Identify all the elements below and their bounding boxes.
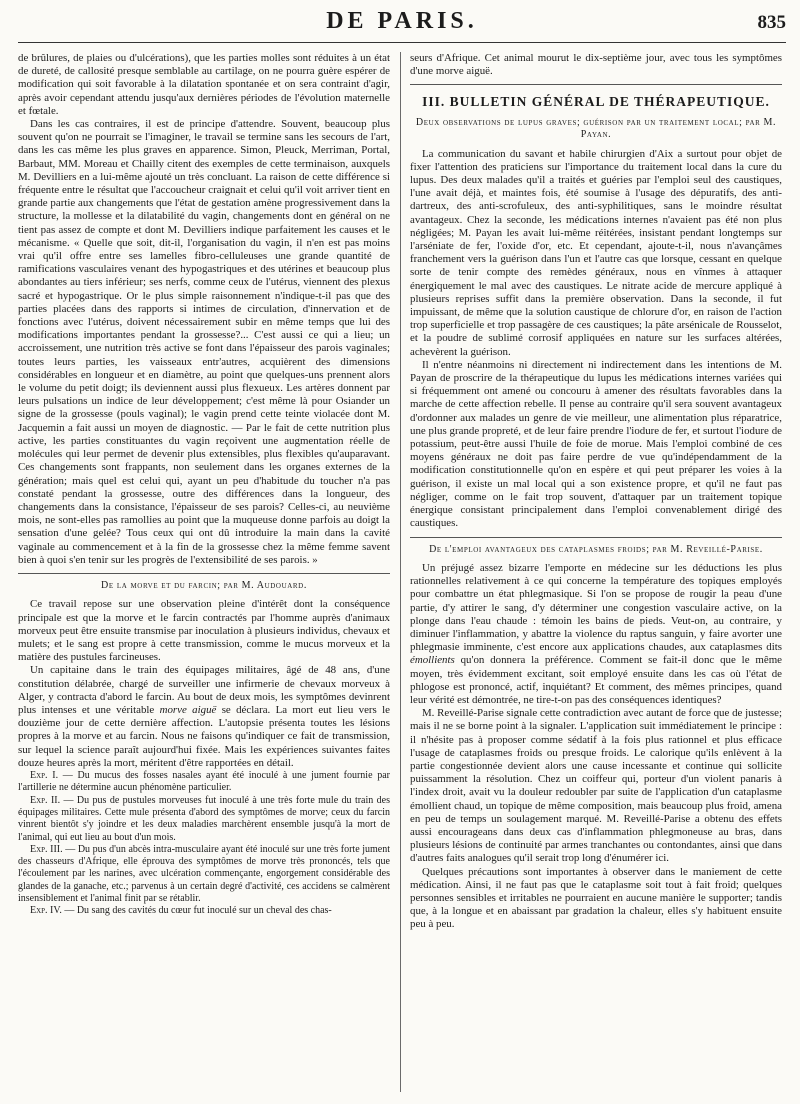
- section-heading: III. BULLETIN GÉNÉRAL DE THÉRAPEUTIQUE.: [422, 94, 770, 110]
- paragraph: [18, 664, 390, 770]
- paragraph: Quelques précautions sont importantes à observer dans le maniement de cette médication. Ainsi, il ne faut pas que le cataplasme soit tout à fait froid; quelques personnes sensibles et irritables ne pourraient en aucune manière le supporter; tandis que, à la longue et en abaissant par gradation la chaleur, elles s'y habituent ensuite peu à peu.: [410, 865, 782, 931]
- paragraph: [410, 562, 782, 707]
- text-run: se déclara. La mort eut lieu vers le douzième jour de cette dernière affection. L'autopsie présenta toutes les lésions propres à la morve et au farcin. Nous ne faisons qu'indiquer ce fait de transmission, sur lequel la science paraît aujourd'hui fixée. Mais les expériences suivantes faites douze heures après la mort, méritent d'être rapportées en détail.: [18, 704, 390, 769]
- experiment-note: [18, 844, 390, 905]
- experiment-note: [18, 795, 390, 844]
- experiment-label: Exp. IV.: [30, 905, 62, 917]
- text-run: — Du pus d'un abcès intra-musculaire ayant été inoculé sur une très forte jument des chasseurs d'Afrique, elle éprouva des symptômes de morve très prononcés, tels que l'écoulement par les narines, avec ulcération commençante, engorgement considérable des glandes de la ganache, etc.; parvenus à un certain degré d'activité, ces accidens se calmèrent insensiblement et l'animal finit par se rétablir.: [18, 843, 390, 905]
- right-column: [410, 52, 782, 1098]
- text-run: qu'on donnera la préférence. Comment se fait-il donc que le même moyen, très évidemment excitant, soit employé ensuite dans les cas où l'état de phlogose est prononcé, actif, inquiétant? Et comment, des mêmes principes, quand leur vérité est démontrée, ne tire-t-on pas des conséquences identiques?: [410, 654, 782, 707]
- experiment-label: Exp. II.: [30, 794, 61, 806]
- paragraph: seurs d'Afrique. Cet animal mourut le dix-septième jour, avec tous les symptômes d'une morve aiguë.: [410, 52, 782, 78]
- paragraph: Dans les cas contraires, il est de principe d'attendre. Souvent, beaucoup plus souvent qu'on ne pourrait se l'imaginer, le travail se termine sans les secours de l'art, dans les cas même les plus graves en apparence. Simon, Pleuck, Merriman, Portal, Barbaut, MM. Moreau et Chailly citent des exemples de cette terminaison, auxquels M. Devilliers en a lui-même ajouté un très concluant. La raison de cette différence si fréquente entre le résultat que l'accoucheur craignait et celui qu'il voit arriver tient en grande partie aux changements que l'état de gestation amène progressivement dans la structure, la mollesse et la dilatabilité du vagin, changements dont en général on ne tient pas assez de compte et dont M. Devilliers indique parfaitement les causes et le mécanisme. « Quelle que soit, dit-il, l'organisation du vagin, il n'en est pas moins vrai qu'il offre entre ses lamelles fibro-celluleuses une grande quantité de ramifications vasculaires venant des hypogastriques et des utérines et beaucoup plus abondantes au tiers inférieur; ses nerfs, comme ceux de l'utérus, viennent des plexus sacré et hypogastrique. Or le plus simple raisonnement n'indique-t-il pas que des parties placées dans des rapports si intimes de circulation, d'innervation et de fonctions avec l'utérus, doivent nécessairement subir en même temps que lui des modifications importantes pendant la grossesse?... C'est aussi ce qui a lieu; un accroissement, une nutrition très active se font dans l'épaisseur des parois vaginales; toutes leurs parties, les vaisseaux entr'autres, acquièrent des dimensions considérables en longueur et en diamètre, au point que quelques-uns prennent alors le volume du petit doigt; ils deviennent aussi plus flexueux. Les artères donnent par leurs pulsations un indice de leur développement; c'est même là pour Osiander un signe de la grossesse (pouls vaginal); le vagin prend cette teinte violacée dont M. Jacquemin a fait aussi un moyen de diagnostic. — Par le fait de cette nutrition plus active, les parties constituantes du vagin reçoivent une augmentation réelle de molécules qui leur permet de devenir plus extensibles, plus flexibles qu'auparavant. Ces changements sont frappants, non seulement dans les organes externes de la génération; mais quel est celui qui, ayant un peu d'habitude du toucher n'a pas constaté pendant la grossesse, outre des différences dans la longueur, des changements dans la consistance, l'épaisseur de ses parois? Celles-ci, au neuvième mois, ne sont-elles pas ramollies au point que la muqueuse donne parfois au doigt la sensation d'une gelée? Tous ceux qui ont dû introduire la main dans la cavité vaginale au commencement et à la fin de la grossesse chez la même femme savent bien à quoi s'en tenir sur les progrès de l'extensibilité de ses parois. »: [18, 118, 390, 566]
- page-number: 835: [757, 12, 786, 33]
- divider: [410, 84, 782, 85]
- paragraph: de brûlures, de plaies ou d'ulcérations), que les parties molles sont réduites à un état de dureté, de callosité presque semblable au cartilage, on ne pourra guère espérer de modification qui soit favorable à la dilatation spontanée et on sera contraint d'agir, après avoir cependant attendu jusqu'aux dernières périodes de l'évolution maternelle et fœtale.: [18, 52, 390, 117]
- article-heading: De la morve et du farcin; par M. Audouard.: [101, 579, 307, 591]
- text-run: Un préjugé assez bizarre l'emporte en médecine sur les déductions les plus rationnelles relativement à ce qui concerne la température des topiques employés pour combattre un état phlegmasique. Si l'on se propose de rougir la peau d'une partie, d'y attirer le sang, d'y déterminer une congestion vasculaire active, on la plonge dans l'eau chaude : témoin les bains de pieds. Veut-on, au contraire, y diminuer l'inflammation, y abattre la violence du raptus sanguin, y faire avorter une phlegmasie imminente, c'est encore aux applications chaudes, aux cataplasmes dits: [410, 562, 782, 654]
- running-title: DE PARIS.: [326, 8, 478, 34]
- divider: [18, 573, 390, 574]
- emphasis: émollients: [410, 654, 455, 667]
- paragraph: M. Reveillé-Parise signale cette contradiction avec autant de force que de justesse; mais il ne se borne point à la signaler. L'application suit immédiatement le principe : il n'hésite pas à proposer comme sédatif à la fois plus rationnel et plus efficace l'usage de cataplasmes froids ou presque froids. Le calorique qu'ils enlèvent à la partie congestionnée devient alors une cause incessante et continue qui sollicite puissamment la résolution. Chez un coiffeur qui, porteur d'un violent panaris à l'index droit, avait vu la douleur redoubler par suite de l'application d'un cataplasme émollient chaud, un topique de même composition, mais beaucoup plus froid, amena en peu de temps un soulagement marqué. M. Reveillé-Parise a obtenu des effets aussi encourageans dans deux cas d'inflammation phlegmoneuse au bras, dans plusieurs lésions de continuité par armes tranchantes ou contondantes, ainsi que dans d'autres faits analogues qu'il serait trop long d'énumérer ici.: [410, 707, 782, 865]
- text-run: Un capitaine dans le train des équipages militaires, âgé de 48 ans, d'une constitution délabrée, chargé de surveiller une infirmerie de chevaux morveux à Alger, y contracta d'abord le farcin. Au bout de deux mois, les symptômes devinrent plus intenses et une véritable: [18, 664, 390, 717]
- experiment-note: [18, 770, 390, 795]
- article-heading: Deux observations de lupus graves; guérison par un traitement local; par M. Payan.: [415, 116, 777, 141]
- paragraph: Ce travail repose sur une observation pleine d'intérêt dont la conséquence principale est que la morve et le farcin contractés par l'homme auprès d'animaux morveux peut être ensuite transmise par inoculation à plusieurs individus, chevaux et mulets; et le sang est propre à cette transmission, comme le mucus morveux et la matière des pustules farcineuses.: [18, 598, 390, 664]
- text-run: — Du sang des cavités du cœur fut inoculé sur un cheval des chas-: [61, 905, 332, 917]
- emphasis: morve aiguë: [159, 704, 217, 717]
- page-header: [18, 10, 786, 43]
- article-heading: De l'emploi avantageux des cataplasmes froids; par M. Reveillé-Parise.: [429, 543, 763, 555]
- experiment-label: Exp. I.: [30, 770, 59, 782]
- experiment-label: Exp. III.: [30, 843, 63, 855]
- paragraph: La communication du savant et habile chirurgien d'Aix a surtout pour objet de fixer l'attention des praticiens sur l'importance du traitement local dans la cure du lupus. Des deux malades qu'il a traités et guéries par l'emploi seul des caustiques, l'une avait déjà, et maintes fois, été soumise à l'usage des dépuratifs, des anti-dartreux, des anti-scrofuleux, des anti-syphilitiques, sans le moindre résultat avantageux. Chez la seconde, les médications internes n'avaient pas été non plus négligées; M. Payan les avait lui-même réitérées, insistant pendant longtemps sur l'arséniate de fer, l'oxide d'or, etc. Et cependant, ajoute-t-il, nous n'avançâmes franchement vers la guérison dans l'un et l'autre cas que lorsque, cessant en quelque sorte de tenir compte des remèdes généraux, nous en vînmes à attaquer énergiquement le mal avec des caustiques. Le nitrate acide de mercure appliqué à plusieurs reprises suffit dans la première observation. Dans la seconde, il fut impuissant, de même que la solution caustique de chlorure d'or, en raison de l'action trop superficielle et trop passagère de ces caustiques; la pâte arsénicale de Rousselot, et la poudre de sublimé corrosif appliquées en nature sur les surfaces altérées, achevèrent la guérison.: [410, 147, 782, 358]
- divider: [410, 537, 782, 538]
- text-run: — Du pus de pustules morveuses fut inoculé à une très forte mule du train des équipages militaires. Cette mule présenta d'abord des symptômes de morve; ceux du farcin vinrent bientôt s'y joindre et les deux maladies marchèrent ensemble jusqu'à la mort de l'animal, qui eut lieu au bout d'un mois.: [18, 794, 390, 843]
- paragraph: Il n'entre néanmoins ni directement ni indirectement dans les intentions de M. Payan de proscrire de la thérapeutique du lupus les médications internes variées qui si fréquemment ont amené ou concouru à amener des résultats favorables dans la marche de cette affection rebelle. Il pense au contraire qu'il sera souvent avantageux d'ordonner aux malades un genre de vie meilleur, une alimentation plus réparatrice, une plus grande propreté, et de leur faire prendre l'iodure de fer, et surtout l'iodure de potassium, peut-être aussi l'huile de foie de morue. Mais l'emploi combiné de ces moyens généraux ne doit pas faire perdre de vue qu'indépendamment de la modification constitutionnelle qu'on en espère et qui peut préparer les voies à la guérison, il existe un mal local qui a son existence propre, et qu'il ne faut pas négliger, comme on le fait trop souvent, d'attaquer par un traitement topique énergique consistant principalement dans l'emploi convenablement dirigé des caustiques.: [410, 358, 782, 530]
- text-run: — Du mucus des fosses nasales ayant été inoculé à une jument fournie par l'artillerie ne détermine aucun phénomène particulier.: [18, 770, 390, 794]
- column-rule: [400, 52, 401, 1092]
- left-column: [18, 52, 390, 1098]
- experiment-note: [18, 905, 390, 917]
